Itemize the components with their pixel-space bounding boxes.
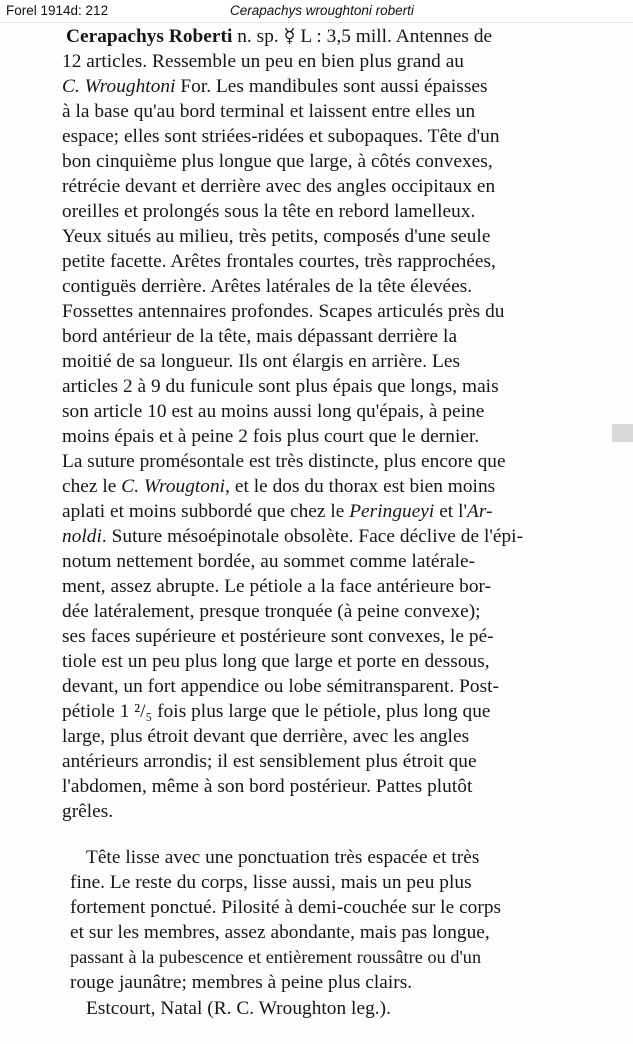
text-line: ment, assez abrupte. Le pétiole a la face antérieure bor-: [62, 576, 492, 597]
locality-line: Estcourt, Natal (R. C. Wroughton leg.).: [86, 998, 391, 1019]
text-line: [62, 499, 492, 524]
text-span: chez le: [62, 476, 122, 497]
text-line: grêles.: [62, 801, 114, 822]
text-line: tiole est un peu plus long que large et porte en dessous,: [62, 651, 490, 672]
text-line: [66, 24, 492, 49]
text-line: Fossettes antennaires profondes. Scapes articulés près du: [62, 301, 505, 322]
text-line: moins épais et à peine 2 fois plus court que le dernier.: [62, 426, 480, 447]
text-span: aplati et moins subbordé que chez le: [62, 501, 350, 522]
text-line: large, plus étroit devant que derrière, avec les angles: [62, 726, 470, 747]
text-line: fortement ponctué. Pilosité à demi-couchée sur le corps: [70, 897, 502, 918]
text-line: et sur les membres, assez abondante, mais pas longue,: [70, 922, 490, 943]
text-line: devant, un fort appendice ou lobe sémitransparent. Post-: [62, 676, 500, 697]
text-line: l'abdomen, même à son bord postérieur. Pattes plutôt: [62, 776, 473, 797]
text-line: notum nettement bordée, au sommet comme latérale-: [62, 551, 476, 572]
text-line: espace; elles sont striées-ridées et subopaques. Tête d'un: [62, 126, 500, 147]
text-line: passant à la pubescence et entièrement roussâtre ou d'un: [70, 947, 482, 967]
text-line: rétrécie devant et derrière avec des angles occipitaux en: [62, 176, 496, 197]
scan-edge: [0, 22, 633, 23]
taxon-italic: C. Wroughtoni: [62, 76, 176, 97]
text-span: n. sp. ☿ L : 3,5 mill. Antennes de: [232, 26, 493, 47]
text-line: articles 2 à 9 du funicule sont plus épais que longs, mais: [62, 376, 499, 397]
text-line: oreilles et prolongés sous la tête en rebord lamelleux.: [62, 201, 476, 222]
text-span: . Suture mésoépinotale obsolète. Face déclive de l'épi-: [101, 526, 524, 547]
text-line: dée latéralement, presque tronquée (à peine convexe);: [62, 601, 481, 622]
taxon-italic: Ar-: [467, 501, 493, 522]
text-line: son article 10 est au moins aussi long qu'épais, à peine: [62, 401, 485, 422]
text-line: bon cinquième plus longue que large, à côtés convexes,: [62, 151, 493, 172]
text-line: La suture promésontale est très distincte, plus encore que: [62, 451, 506, 472]
text-line: ses faces supérieure et postérieure sont convexes, le pé-: [62, 626, 494, 647]
taxon-italic: Peringueyi: [349, 501, 435, 522]
text-line: pétiole 1 ²/₅ fois plus large que le pétiole, plus long que: [62, 701, 491, 722]
text-line: fine. Le reste du corps, lisse aussi, mais un peu plus: [70, 872, 472, 893]
taxon-italic: noldi: [62, 526, 102, 547]
text-span: et l': [434, 501, 468, 522]
text-line: bord antérieur de la tête, mais dépassant derrière la: [62, 326, 458, 347]
text-line: Yeux situés au milieu, très petits, composés d'une seule: [62, 226, 491, 247]
text-line: à la base qu'au bord terminal et laissent entre elles un: [62, 101, 476, 122]
taxon-italic: C. Wrougtoni: [121, 476, 226, 497]
citation-header: [6, 2, 626, 20]
species-name: Cerapachys Roberti: [66, 26, 233, 47]
text-line: [62, 74, 488, 99]
text-line: moitié de sa longueur. Ils ont élargis en arrière. Les: [62, 351, 461, 372]
text-line: [62, 524, 523, 549]
citation-taxon: Cerapachys wroughtoni roberti: [230, 3, 414, 18]
text-line: contiguës derrière. Arêtes latérales de la tête élevées.: [62, 276, 473, 297]
text-span: , et le dos du thorax est bien moins: [225, 476, 496, 497]
text-line: Tête lisse avec une ponctuation très espacée et très: [86, 847, 480, 868]
text-line: 12 articles. Ressemble un peu en bien plus grand au: [62, 51, 464, 72]
text-span: For. Les mandibules sont aussi épaisses: [175, 76, 488, 97]
text-line: rouge jaunâtre; membres à peine plus clairs.: [70, 972, 413, 993]
citation-reference: Forel 1914d: 212: [6, 3, 109, 18]
text-line: antérieurs arrondis; il est sensiblement plus étroit que: [62, 751, 477, 772]
text-line: petite facette. Arêtes frontales courtes, très rapprochées,: [62, 251, 496, 272]
scan-artifact: [612, 424, 633, 442]
text-line: [62, 474, 495, 499]
